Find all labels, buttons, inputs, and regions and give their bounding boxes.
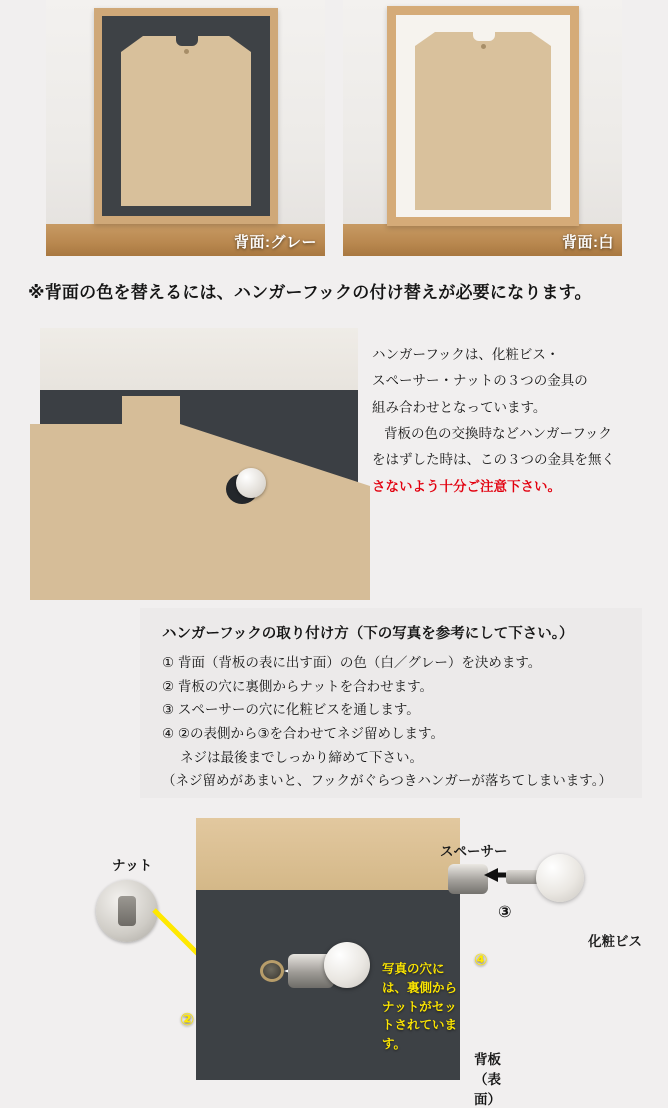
instruction-step-2: ② 背板の穴に裏側からナットを合わせます。 xyxy=(162,678,434,694)
overlay-note xyxy=(382,960,460,1054)
spacer-photo xyxy=(448,864,488,894)
photo-caption-grey: 背面:グレー xyxy=(234,234,317,251)
instruction-step-4: ④ ②の表側から③を合わせてネジ留めします。 xyxy=(162,725,444,741)
screw-knob-photo xyxy=(536,854,584,902)
photo-wood-top xyxy=(196,818,460,890)
notice-text: ※背面の色を替えるには、ハンガーフックの付け替えが必要になります。 xyxy=(28,283,592,302)
top-photo-pair xyxy=(46,0,622,256)
overlay-note-line-1: 写真の穴には、裏側から xyxy=(382,962,458,995)
back-board xyxy=(415,32,551,210)
instruction-step-1: ① 背面（背板の表に出す面）の色（白／グレー）を決めます。 xyxy=(162,655,542,670)
label-decorative-screw: 化粧ビス xyxy=(588,934,642,949)
hook-desc-warning: さないよう十分ご注意下さい。 xyxy=(372,478,561,494)
hook-desc-line-3: 組み合わせとなっています。 xyxy=(372,399,547,415)
assembly-diagram xyxy=(0,818,668,1107)
instructions-heading: ハンガーフックの取り付け方（下の写真を参考にして下さい。） xyxy=(162,626,574,642)
board-hole xyxy=(481,44,486,49)
board-hole xyxy=(184,49,189,54)
hook-desc-line-5: をはずした時は、この３つの金具を無く xyxy=(372,452,615,468)
label-nut: ナット xyxy=(112,858,153,873)
photo-white-back xyxy=(343,0,622,256)
hook-description xyxy=(372,342,646,500)
board-notch xyxy=(176,36,198,46)
photo-wall xyxy=(40,328,358,390)
hook-closeup-photo xyxy=(40,328,358,586)
photo-grey-back xyxy=(46,0,325,256)
screw-knob-part xyxy=(324,942,370,988)
hook-desc-line-4: 背板の色の交換時などハンガーフック xyxy=(384,425,612,441)
photo-caption-white: 背面:白 xyxy=(562,234,614,251)
board-hole-with-nut xyxy=(260,960,284,982)
label-board: 背板（表面） xyxy=(474,1052,501,1107)
hanger-hook-screw xyxy=(236,468,266,498)
instruction-note-2: （ネジ留めがあまいと、フックがぐらつきハンガーが落ちてしまいます。） xyxy=(162,773,612,789)
instruction-note-1: ネジは最後までしっかり締めて下さい。 xyxy=(180,749,423,765)
nut-photo xyxy=(96,880,158,942)
step-marker-2: ② xyxy=(180,1010,195,1029)
instruction-step-3: ③ スペーサーの穴に化粧ビスを通します。 xyxy=(162,702,420,718)
hook-desc-line-1: ハンガーフックは、化粧ビス・ xyxy=(372,347,560,362)
instructions-card xyxy=(140,608,642,798)
hook-desc-line-2: スペーサー・ナットの３つの金具の xyxy=(372,373,588,389)
back-board xyxy=(121,36,251,206)
step-marker-4: ④ xyxy=(474,952,488,969)
overlay-note-line-2: ナットがセットされています。 xyxy=(382,999,458,1051)
label-spacer: スペーサー xyxy=(440,844,508,859)
board-notch xyxy=(473,32,495,41)
step-marker-3: ③ xyxy=(498,904,512,921)
